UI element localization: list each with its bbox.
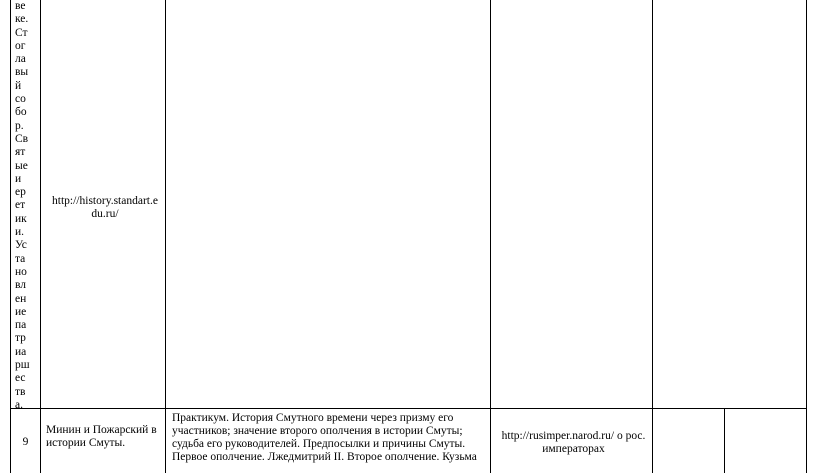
topic-fragment: тв bbox=[15, 385, 26, 398]
topic-fragment: ые bbox=[15, 159, 28, 172]
topic-fragment: ог bbox=[15, 39, 26, 52]
topic-fragment: па bbox=[15, 319, 27, 332]
topic-fragment: вл bbox=[15, 279, 27, 292]
border-right bbox=[806, 0, 807, 473]
topic-fragment: Ст bbox=[15, 26, 28, 39]
row-resource-link[interactable]: http://rusimper.narod.ru/ о рос. императорах bbox=[501, 430, 646, 455]
topic-fragment: тр bbox=[15, 332, 26, 345]
topic-fragment: ик bbox=[15, 212, 27, 225]
topic-fragment: иа bbox=[15, 345, 27, 358]
resource-link[interactable]: http://history.standart.e du.ru/ bbox=[52, 195, 158, 220]
topic-fragment: ие bbox=[15, 305, 27, 318]
border-col-2 bbox=[165, 0, 166, 473]
topic-fragment: ят bbox=[15, 146, 26, 159]
topic-fragment: и. bbox=[15, 226, 25, 239]
topic-fragment: и bbox=[15, 172, 22, 185]
topic-fragment: й bbox=[15, 79, 22, 92]
topic-fragment: но bbox=[15, 265, 27, 278]
topic-fragment: ве bbox=[15, 0, 26, 12]
topic-fragment: со bbox=[15, 93, 26, 106]
topic-fragment: ер bbox=[15, 186, 26, 199]
topic-fragment: Св bbox=[15, 132, 29, 145]
topic-fragment: бо bbox=[15, 106, 27, 119]
topic-fragment: та bbox=[15, 252, 26, 265]
border-col-1 bbox=[40, 0, 41, 473]
topic-fragment: ла bbox=[15, 53, 26, 66]
border-col-5 bbox=[724, 408, 725, 473]
topic-fragment: а. bbox=[15, 398, 23, 411]
border-col-4 bbox=[652, 0, 653, 473]
row-content: Практикум. История Смутного времени через призму его участников; значение второго ополчения в истории Смуты; судьба его руководителей. Предпосылки и причины Смуты. Первое ополчение. Лжедмитрий II. Второе ополчение. Кузьма bbox=[172, 412, 477, 463]
row-topic: Минин и Пожарский в истории Смуты. bbox=[46, 424, 157, 449]
border-left bbox=[10, 0, 11, 473]
topic-fragment: ет bbox=[15, 199, 26, 212]
border-col-3 bbox=[490, 0, 491, 473]
topic-fragment: ен bbox=[15, 292, 27, 305]
topic-fragment: р. bbox=[15, 119, 24, 132]
border-row-separator bbox=[10, 408, 807, 409]
topic-fragment: Ус bbox=[15, 239, 27, 252]
topic-fragment: ке. bbox=[15, 13, 29, 26]
topic-text-vertical bbox=[15, 0, 33, 412]
topic-fragment: рш bbox=[15, 359, 30, 372]
topic-fragment: ес bbox=[15, 372, 26, 385]
topic-fragment: вы bbox=[15, 66, 29, 79]
row-number: 9 bbox=[22, 436, 29, 448]
